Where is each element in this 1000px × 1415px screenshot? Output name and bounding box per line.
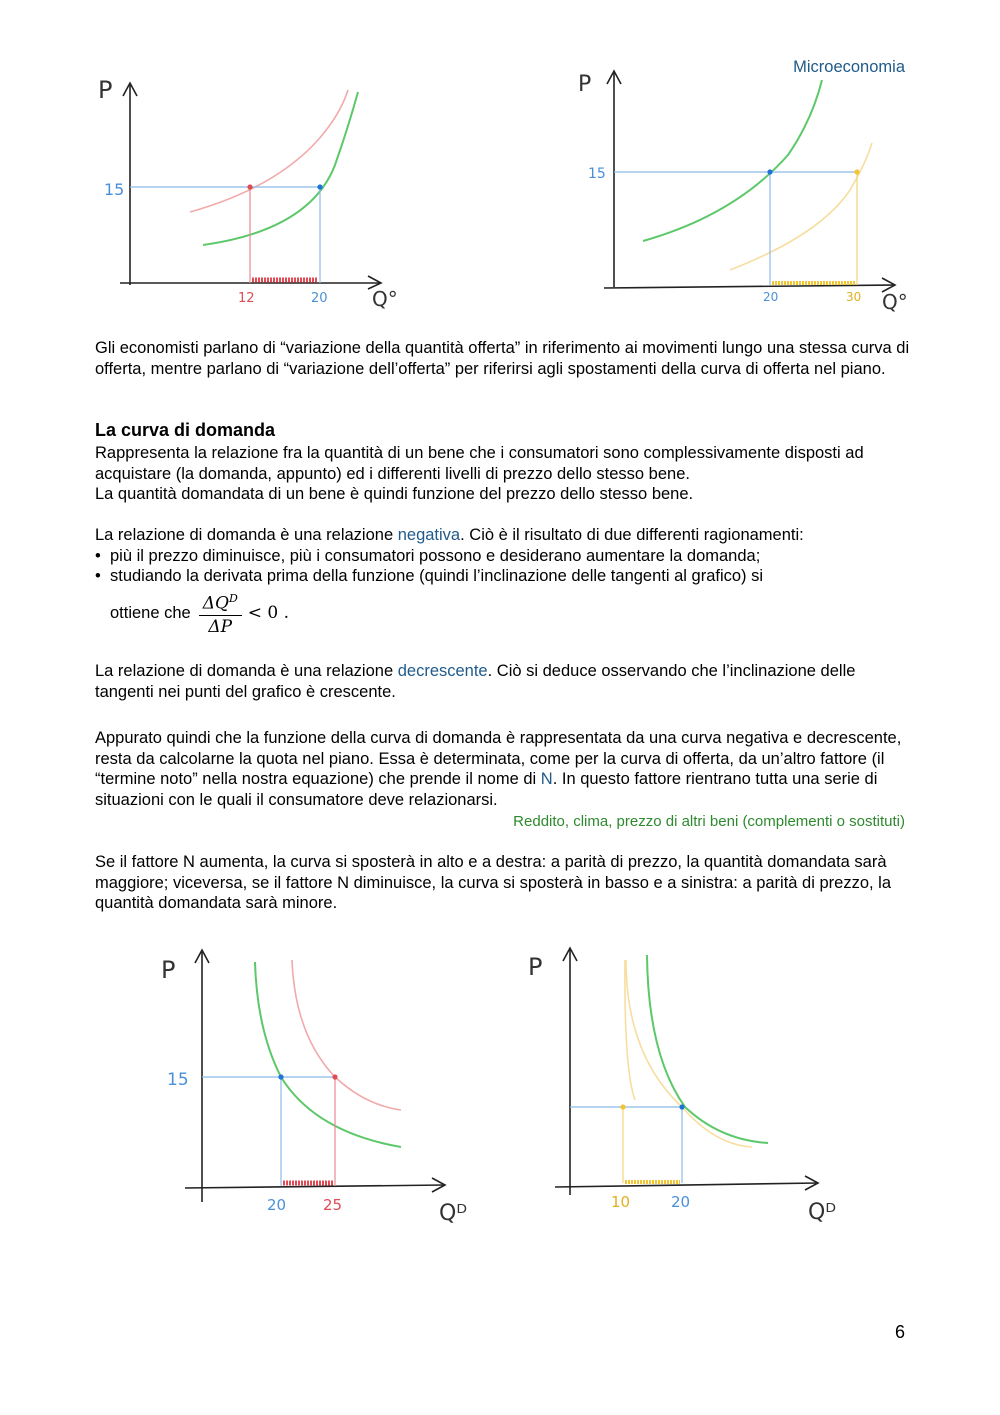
price-axis-label: P	[161, 956, 176, 984]
price-tick-label: 15	[167, 1070, 189, 1090]
definition-line: La quantità domandata di un bene è quindi funzione del prezzo dello stesso bene.	[95, 485, 694, 503]
price-tick-label: 15	[588, 166, 606, 182]
demand-definition-paragraph	[95, 443, 910, 505]
price-axis-label: P	[528, 953, 543, 981]
quantity-tick-label: 12	[238, 291, 255, 306]
highlight-decreasing: decrescente	[397, 662, 488, 680]
negative-relation-paragraph: La relazione di domanda è una relazione negativa. Ciò è il risultato di due differenti ragionamenti: • più il prezzo diminuisce, più i consumatori possono e desiderano aumentare la domanda; • studiando la derivata prima della funzione (quindi l’inclinazione delle tangenti al grafico) si ottiene che $\frac{\Delta Q^D}{\Delta P}$ < 0 .	[95, 525, 910, 637]
quantity-tick-label: 25	[323, 1196, 343, 1214]
decreasing-relation-paragraph: La relazione di domanda è una relazione decrescente. Ciò si deduce osservando che l’inclinazione delle tangenti nei punti del grafico è crescente.	[95, 662, 856, 701]
highlight-negative: negativa	[397, 526, 461, 544]
derivative-formula: $\frac{\Delta Q^D}{\Delta P}$ < 0 .	[199, 589, 289, 638]
quantity-axis-label: Q°	[372, 287, 398, 311]
quantity-tick-label: 20	[311, 291, 328, 306]
price-axis-label: P	[98, 76, 113, 104]
demand-shift-right-graph	[155, 940, 485, 1230]
side-note: Reddito, clima, prezzo di altri beni (complementi o sostituti)	[513, 813, 905, 830]
curve-quota-paragraph: Appurato quindi che la funzione della curva di domanda è rappresentata da una curva negativa e decrescente, resta da calcolarne la quota nel piano. Essa è determinata, come per la curva di offerta, da un’altro fattore (il “termine noto” nella nostra equazione) che prende il nome di N. In questo fattore rientrano tutta una serie di situazioni con le quali il consumatore deve relazionarsi.	[95, 729, 902, 809]
supply-shift-left-graph	[90, 70, 410, 320]
quantity-tick-label: 10	[611, 1193, 631, 1211]
list-item: • studiando la derivata prima della funzione (quindi l’inclinazione delle tangenti al grafico) si	[95, 566, 910, 587]
quantity-tick-label: 20	[671, 1193, 691, 1211]
list-item: • più il prezzo diminuisce, più i consumatori possono e desiderano aumentare la domanda;	[95, 546, 910, 567]
quantity-tick-label: 20	[267, 1196, 287, 1214]
quantity-axis-label: Qᴰ	[808, 1200, 836, 1225]
demand-shift-left-graph	[520, 935, 850, 1230]
price-axis-label: P	[578, 72, 592, 97]
supply-shift-right-graph	[570, 55, 910, 320]
section-heading: La curva di domanda	[95, 420, 276, 440]
derivative-formula-line: ottiene che $\frac{\Delta Q^D}{\Delta P}$ < 0 .	[95, 589, 910, 638]
n-factor-shift-paragraph: Se il fattore N aumenta, la curva si sposterà in alto e a destra: a parità di prezzo, la quantità domandata sarà maggiore; viceversa, se il fattore N diminuisce, la curva si sposterà in basso e a sinistra: a parità di prezzo, la quantità domandata sarà minore.	[95, 853, 892, 912]
quantity-axis-label: Q°	[882, 290, 908, 314]
header-title: Microeconomia	[793, 58, 905, 76]
highlight-n-factor: N	[540, 770, 553, 788]
reasoning-list	[95, 546, 910, 587]
price-tick-label: 15	[104, 180, 125, 199]
quantity-tick-label: 20	[763, 290, 779, 304]
supply-variation-paragraph: Gli economisti parlano di “variazione della quantità offerta” in riferimento ai movimenti lungo una stessa curva di offerta, mentre parlano di “variazione dell’offerta” per riferirsi agli spostamenti della curva di offerta nel piano.	[95, 339, 910, 378]
quantity-axis-label: Qᴰ	[439, 1201, 467, 1226]
quantity-tick-label: 30	[846, 290, 862, 304]
definition-line: Rappresenta la relazione fra la quantità di un bene che i consumatori sono complessivamente disposti ad acquistare (la domanda, appunto) ed i differenti livelli di prezzo dello stesso bene.	[95, 444, 864, 483]
page-number: 6	[894, 1322, 905, 1342]
